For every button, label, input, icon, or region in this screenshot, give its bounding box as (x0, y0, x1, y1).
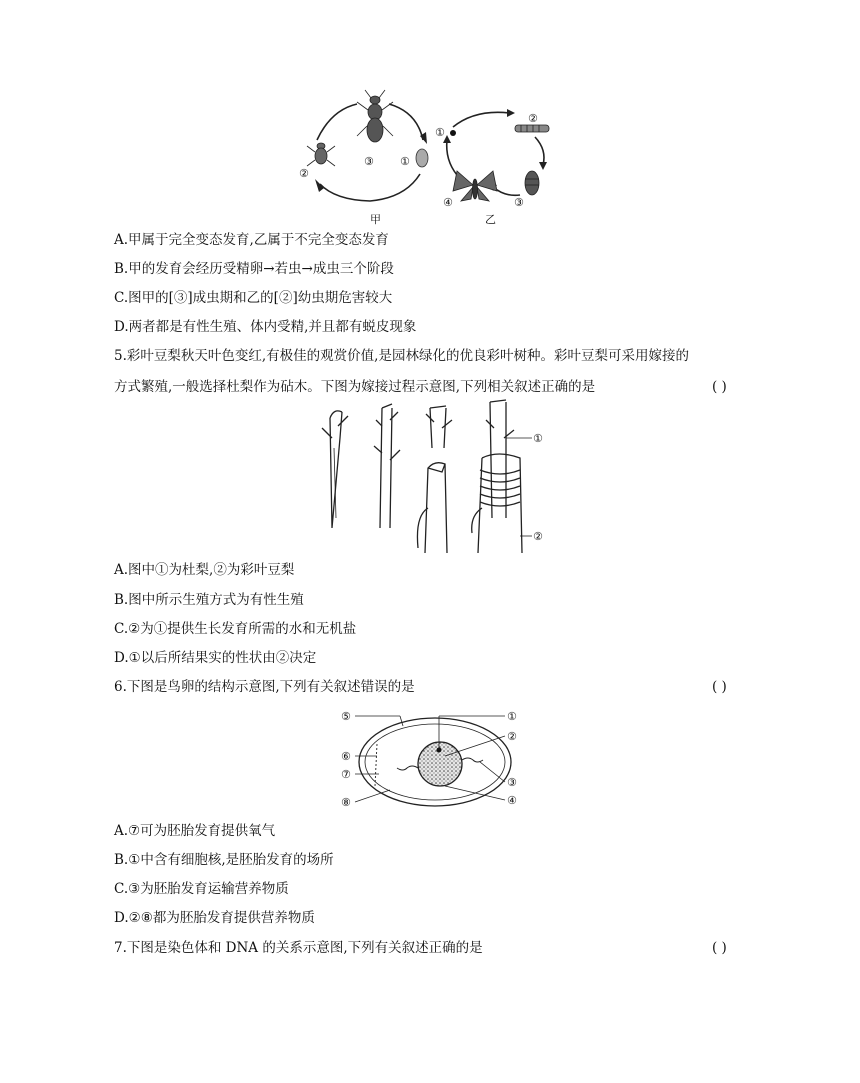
graft-label-2: ② (533, 530, 543, 543)
q5-answer-paren: ( ) (712, 379, 727, 395)
figure-bird-egg (335, 706, 525, 811)
larva-icon (515, 125, 549, 132)
q5-option-b: B.图中所示生殖方式为有性生殖 (114, 592, 304, 608)
q5-option-a: A.图中①为杜梨,②为彩叶豆梨 (114, 562, 295, 578)
jia-caption: 甲 (370, 213, 381, 226)
yi-label-4: ④ (443, 196, 453, 209)
egg-label-3: ③ (507, 776, 517, 789)
egg-label-4: ④ (507, 794, 517, 807)
egg-icon (416, 149, 428, 167)
adult-insect-icon (357, 90, 393, 142)
q7-answer-paren: ( ) (712, 940, 727, 956)
jia-label-1: ① (400, 155, 410, 168)
egg-label-5: ⑤ (341, 710, 351, 723)
graft-label-1: ① (533, 432, 543, 445)
figure-grafting (310, 398, 560, 553)
q6-option-b: B.①中含有细胞核,是胚胎发育的场所 (114, 852, 334, 868)
q4-option-b: B.甲的发育会经历受精卵→若虫→成虫三个阶段 (114, 261, 394, 277)
jia-label-3: ③ (364, 155, 374, 168)
q4-option-d: D.两者都是有性生殖、体内受精,并且都有蜕皮现象 (114, 319, 417, 335)
q4-option-c: C.图甲的[③]成虫期和乙的[②]幼虫期危害较大 (114, 290, 393, 306)
q6-answer-paren: ( ) (712, 679, 727, 695)
egg-label-1: ① (507, 710, 517, 723)
q6-option-c: C.③为胚胎发育运输营养物质 (114, 881, 289, 897)
figure-yi-life-cycle (435, 105, 560, 225)
yi-caption: 乙 (485, 213, 496, 226)
egg-label-7: ⑦ (341, 768, 351, 781)
q5-option-c: C.②为①提供生长发育所需的水和无机盐 (114, 621, 357, 637)
egg-dot-icon (450, 130, 456, 136)
q4-option-a: A.甲属于完全变态发育,乙属于不完全变态发育 (114, 232, 389, 248)
egg-label-2: ② (507, 730, 517, 743)
q6-option-a: A.⑦可为胚胎发育提供氧气 (114, 823, 276, 839)
nymph-insect-icon (307, 143, 335, 166)
q7-stem: 7.下图是染色体和 DNA 的关系示意图,下列有关叙述正确的是 (114, 940, 483, 956)
q6-stem: 6.下图是鸟卵的结构示意图,下列有关叙述错误的是 (114, 679, 415, 695)
jia-label-2: ② (299, 167, 309, 180)
q6-option-d: D.②⑧都为胚胎发育提供营养物质 (114, 910, 315, 926)
q5-option-d: D.①以后所结果实的性状由②决定 (114, 650, 317, 666)
moth-icon (453, 171, 497, 201)
yi-label-3: ③ (514, 196, 524, 209)
egg-label-8: ⑧ (341, 796, 351, 809)
egg-label-6: ⑥ (341, 750, 351, 763)
q5-stem-line2: 方式繁殖,一般选择杜梨作为砧木。下图为嫁接过程示意图,下列相关叙述正确的是 (114, 379, 596, 395)
yi-label-2: ② (528, 112, 538, 125)
q5-stem-line1: 5.彩叶豆梨秋天叶色变红,有极佳的观赏价值,是园林绿化的优良彩叶树种。彩叶豆梨可采用嫁接的 (114, 348, 689, 364)
pupa-icon (525, 171, 539, 195)
figure-jia-life-cycle (295, 88, 440, 228)
yi-label-1: ① (435, 126, 445, 139)
